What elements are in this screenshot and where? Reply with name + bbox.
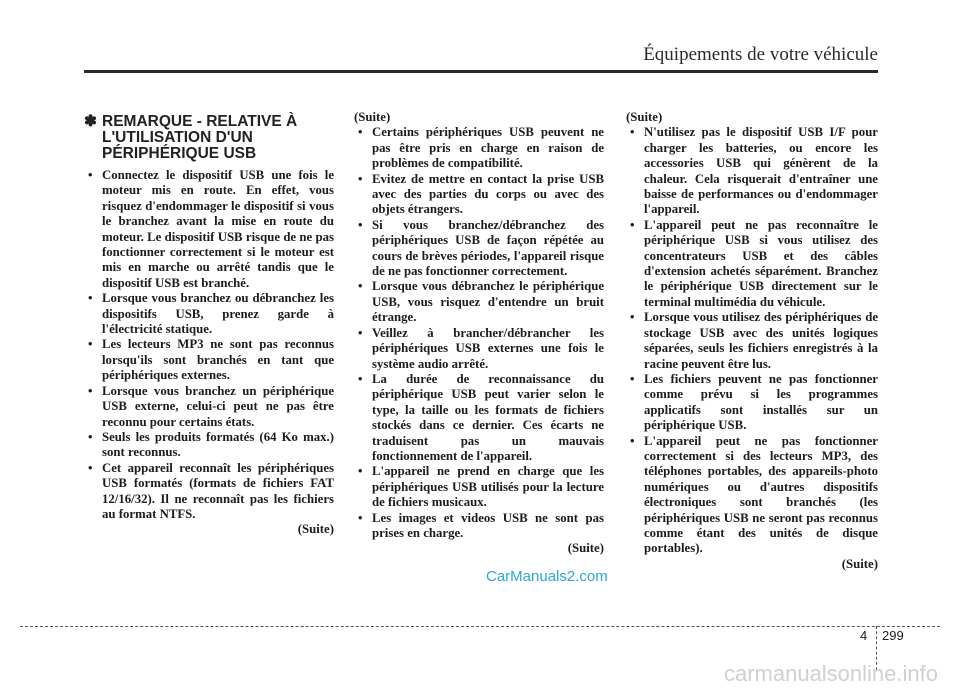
list-item: • Lorsque vous utilisez des périphériques de stockage USB avec des unités logiques séparées, seuls les fichiers enregistrés à la racine peuvent être lus. (626, 310, 878, 372)
notice-list (626, 125, 878, 556)
list-item: • Seuls les produits formatés (64 Ko max.) sont reconnus. (84, 430, 334, 461)
section-title: Équipements de votre véhicule (643, 44, 878, 65)
column-2 (354, 110, 604, 557)
list-item: • Les images et videos USB ne sont pas prises en charge. (354, 511, 604, 542)
footer-divider (20, 626, 940, 627)
notice-title-text: REMARQUE - RELATIVE À L'UTILISATION D'UN PÉRIPHÉRIQUE USB (102, 113, 298, 162)
list-item: • L'appareil peut ne pas fonctionner correctement si des lecteurs MP3, des téléphones portables, des appareils-photo numériques ou d'autres dispositifs électroniques sont branchés (les périphériques USB ne seront pas reconnus comme étant des unités de disque portables). (626, 434, 878, 557)
list-item: • Connectez le dispositif USB une fois le moteur mis en route. En effet, vous risquez d'endommager le dispositif si vous le branchez avant la mise en route du moteur. Le dispositif USB risque de ne pas fonctionner correctement si le moteur est mis en marche ou arrêté tandis que le dispositif USB est branché. (84, 168, 334, 291)
list-item: • Evitez de mettre en contact la prise USB avec des parties du corps ou avec des objets étrangers. (354, 172, 604, 218)
notice-heading (84, 114, 334, 162)
list-item: • Cet appareil reconnaît les périphériques USB formatés (formats de fichiers FAT 12/16/32). Il ne reconnaît pas les fichiers au format NTFS. (84, 461, 334, 523)
continued-label: (Suite) (841, 556, 878, 571)
chapter-number: 4 (860, 628, 868, 643)
list-item: • Lorsque vous branchez un périphérique USB externe, celui-ci peut ne pas être reconnu pour certains états. (84, 384, 334, 430)
list-item: • Lorsque vous débranchez le périphérique USB, vous risquez d'entendre un bruit étrange. (354, 279, 604, 325)
list-item: • Les fichiers peuvent ne pas fonctionner comme prévu si les programmes applicatifs sont installés sur un périphérique USB. (626, 372, 878, 434)
list-item: • Les lecteurs MP3 ne sont pas reconnus lorsqu'ils sont branchés en tant que périphériques externes. (84, 337, 334, 383)
continued-heading: (Suite) (354, 110, 391, 124)
star-icon: ✽ (84, 113, 97, 130)
column-1 (84, 114, 334, 538)
list-item: • Veillez à brancher/débrancher les périphériques USB externes une fois le système audio arrêté. (354, 326, 604, 372)
list-item: • Certains périphériques USB peuvent ne pas être pris en charge en raison de problèmes de compatibilité. (354, 125, 604, 171)
column-3 (626, 110, 878, 572)
header-rule (84, 70, 878, 73)
list-item: • L'appareil ne prend en charge que les périphériques USB utilisés pour la lecture de fichiers musicaux. (354, 464, 604, 510)
list-item: • L'appareil peut ne pas reconnaître le périphérique USB si vous utilisez des concentrateurs USB et des câbles d'extension achetés séparément. Branchez le périphérique USB directement sur le terminal multimédia du véhicule. (626, 218, 878, 310)
continued-label: (Suite) (297, 522, 334, 537)
watermark-link[interactable]: CarManuals2.com (486, 568, 608, 585)
notice-list (84, 168, 334, 522)
list-item: • Si vous branchez/débranchez des périphériques USB de façon répétée au cours de brèves périodes, l'appareil risque de ne pas fonctionner correctement. (354, 218, 604, 280)
notice-list (354, 125, 604, 541)
continued-label: (Suite) (567, 541, 604, 556)
continued-heading: (Suite) (626, 110, 663, 124)
list-item: • N'utilisez pas le dispositif USB I/F pour charger les batteries, ou encore les accessories USB qui génèrent de la chaleur. Cela risquerait d'entraîner une baisse de performances ou d'endommager l'appareil. (626, 125, 878, 217)
footer-watermark: carmanualsonline.info (723, 661, 938, 686)
page-number: 299 (882, 628, 904, 643)
list-item: • La durée de reconnaissance du périphérique USB peut varier selon le type, la taille ou les formats de fichiers stockés dans ce dernier. Ces écarts ne traduisent pas un mauvais fonctionnement de l'appareil. (354, 372, 604, 464)
list-item: • Lorsque vous branchez ou débranchez les dispositifs USB, prenez garde à l'électricité statique. (84, 291, 334, 337)
